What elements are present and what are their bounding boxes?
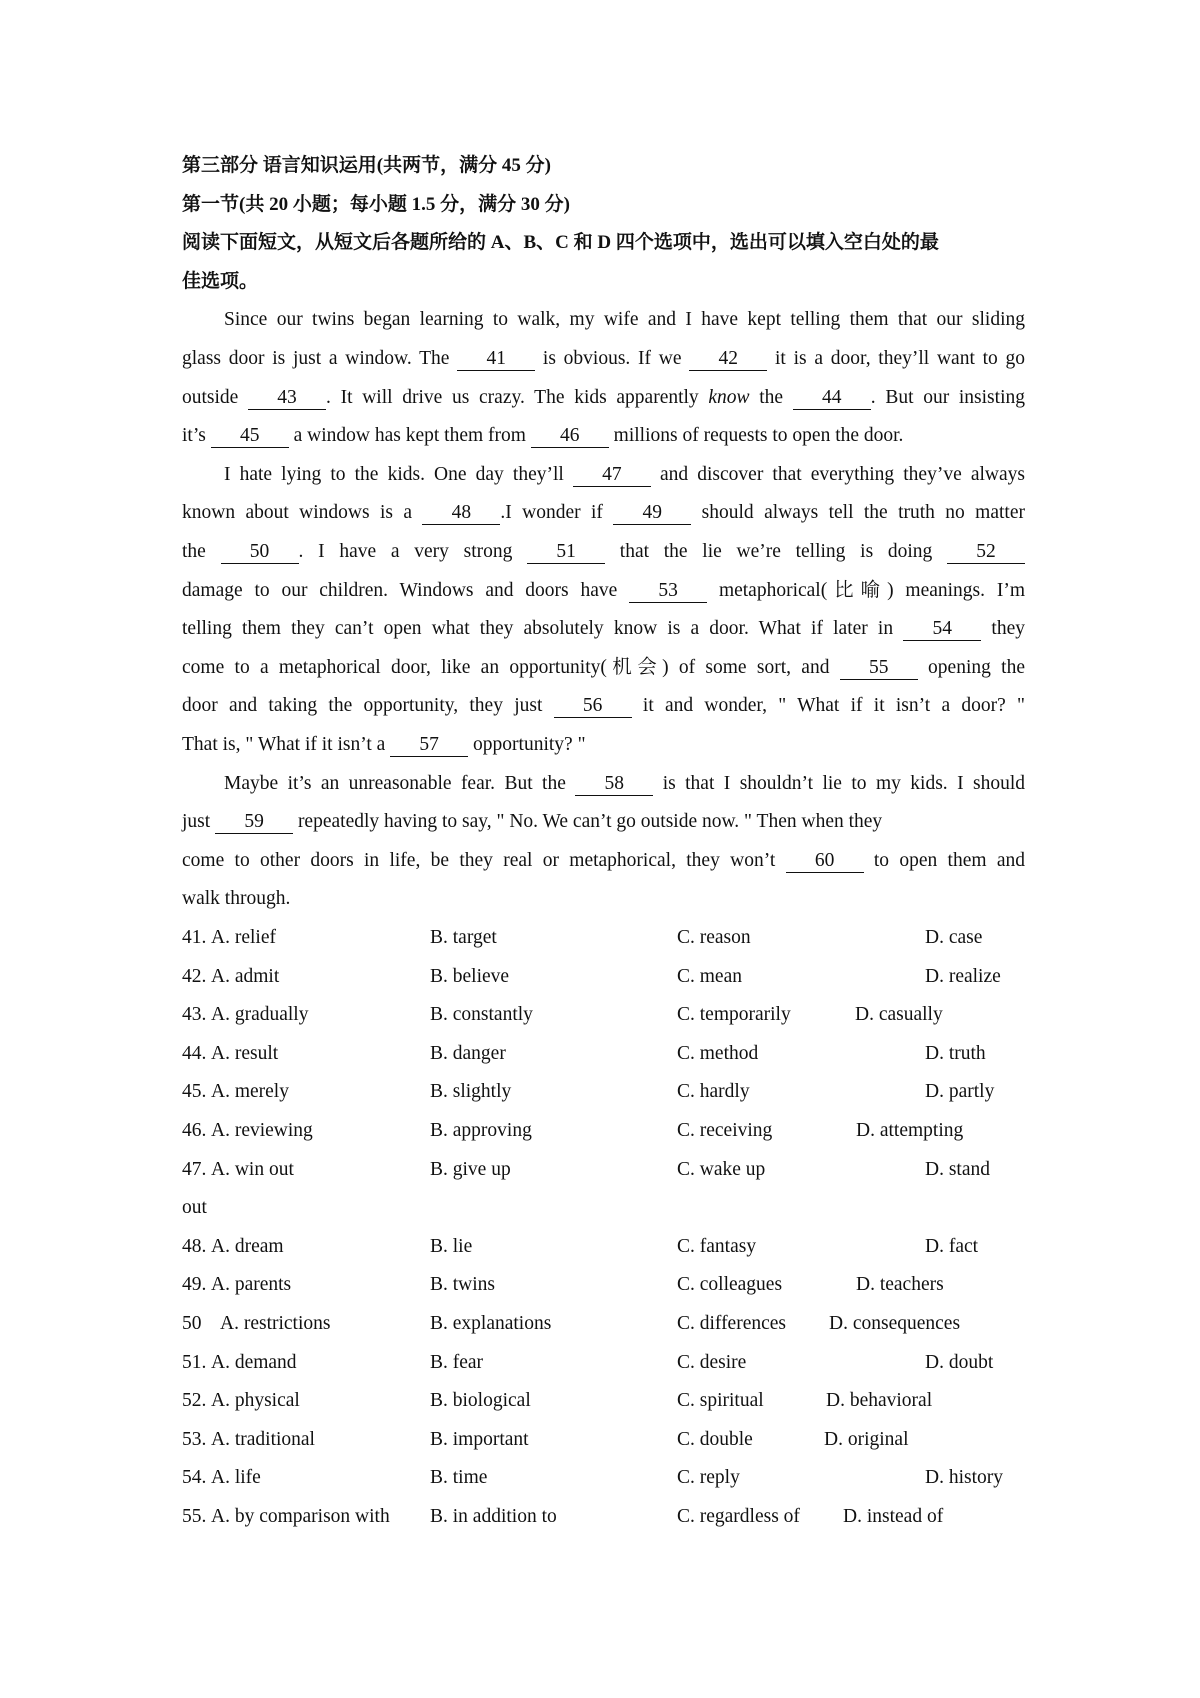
passage-text: damage to our children. Windows and doors have [182, 579, 630, 601]
passage-line [182, 726, 1025, 765]
option-b[interactable]: B. lie [430, 1235, 473, 1257]
option-b[interactable]: B. danger [430, 1042, 506, 1064]
option-b[interactable]: B. approving [430, 1120, 532, 1141]
option-b[interactable]: B. explanations [430, 1313, 552, 1334]
section-title: 第一节(共 20 小题；每小题 1.5 分，满分 30 分) [182, 193, 570, 215]
question-number: 44. [182, 1042, 207, 1064]
instructions-line-2: 佳选项。 [182, 270, 259, 292]
option-d[interactable]: D. case [925, 927, 983, 948]
passage-text: Since our twins began learning to walk, my wife and I have kept telling them that our sliding [224, 309, 1025, 331]
option-d[interactable]: D. partly [925, 1081, 995, 1103]
passage-text: it and wonder, " What if it isn’t a door? " [631, 695, 1025, 717]
passage-text: is that I shouldn’t lie to my kids. I should [653, 772, 1026, 794]
option-a[interactable]: A. merely [211, 1081, 289, 1103]
question-row [182, 1266, 1182, 1305]
option-c[interactable]: C. differences [677, 1313, 787, 1334]
passage-text: That is, " What if it isn’t a [182, 734, 391, 755]
option-c[interactable]: C. method [677, 1042, 759, 1064]
question-row [182, 1035, 1182, 1074]
question-number: 49. [182, 1274, 207, 1296]
blank-59: 59 [215, 811, 293, 834]
option-b[interactable]: B. constantly [430, 1004, 533, 1026]
option-d[interactable]: D. original [824, 1428, 909, 1450]
option-d[interactable]: D. stand [925, 1158, 990, 1180]
option-b[interactable]: B. slightly [430, 1081, 512, 1103]
option-a[interactable]: A. dream [211, 1235, 284, 1257]
blank-57: 57 [390, 734, 468, 757]
option-a[interactable]: A. by comparison with [211, 1506, 390, 1527]
blank-60: 60 [786, 850, 864, 873]
passage-text: they [981, 618, 1025, 640]
option-d[interactable]: D. truth [925, 1042, 986, 1064]
question-number: 52. [182, 1390, 207, 1412]
question-row [182, 1151, 1182, 1190]
option-d[interactable]: D. history [925, 1467, 1003, 1489]
question-number: 48. [182, 1235, 207, 1257]
passage-line [182, 880, 1025, 919]
option-d[interactable]: D. behavioral [826, 1390, 933, 1412]
question-number: 53. [182, 1428, 207, 1450]
passage-line [182, 649, 1025, 688]
passage-text: I hate lying to the kids. One day they’ll [224, 463, 573, 485]
question-row [182, 919, 1182, 958]
option-c[interactable]: C. wake up [677, 1158, 766, 1180]
passage-line [182, 494, 1025, 533]
question-number: 51. [182, 1351, 207, 1373]
passage-text: telling them they can’t open what they absolutely know is a door. What if later in [182, 618, 904, 640]
passage-line [182, 379, 1025, 418]
option-b[interactable]: B. target [430, 927, 497, 948]
passage-line [182, 301, 1025, 340]
option-c[interactable]: C. colleagues [677, 1274, 783, 1296]
blank-48: 48 [422, 502, 500, 525]
passage-text: walk through. [182, 888, 291, 910]
passage-text: door and taking the opportunity, they just [182, 695, 554, 717]
option-a[interactable]: A. result [211, 1042, 279, 1064]
option-a[interactable]: A. win out [211, 1158, 294, 1180]
option-c[interactable]: C. temporarily [677, 1004, 791, 1026]
option-a[interactable]: A. life [211, 1467, 261, 1489]
passage-line [182, 572, 1025, 611]
question-row [182, 996, 1182, 1035]
option-c[interactable]: C. reply [677, 1467, 740, 1489]
option-c[interactable]: C. receiving [677, 1120, 773, 1141]
passage-text: that the lie we’re telling is doing [605, 541, 948, 562]
passage-text: .I wonder if [500, 502, 614, 524]
blank-56: 56 [554, 695, 632, 718]
blank-53: 53 [629, 580, 707, 603]
passage-line [182, 803, 1025, 842]
question-number: 55. [182, 1506, 207, 1527]
option-b[interactable]: B. give up [430, 1158, 511, 1180]
option-c[interactable]: C. hardly [677, 1081, 750, 1103]
option-a[interactable]: A. restrictions [220, 1313, 331, 1334]
option-a[interactable]: A. parents [211, 1274, 292, 1296]
option-a[interactable]: A. physical [211, 1390, 300, 1412]
option-a[interactable]: A. reviewing [211, 1120, 313, 1141]
passage-line [182, 340, 1025, 379]
passage-text: the [749, 386, 793, 408]
passage-text: . I have a very strong [298, 541, 528, 562]
option-a[interactable]: A. relief [211, 927, 276, 948]
instructions-line-1: 阅读下面短文，从短文后各题所给的 A、B、C 和 D 四个选项中，选出可以填入空白处的最 [182, 232, 939, 254]
option-d[interactable]: D. consequences [829, 1313, 961, 1334]
blank-46: 46 [531, 425, 609, 448]
question-row [182, 1073, 1182, 1112]
question-row [182, 1421, 1182, 1460]
option-b[interactable]: B. important [430, 1428, 529, 1450]
option-b[interactable]: B. biological [430, 1390, 531, 1412]
blank-50: 50 [221, 541, 299, 564]
passage-text: come to other doors in life, be they real or metaphorical, they won’t [182, 849, 786, 871]
passage-text: the [182, 541, 221, 562]
option-d[interactable]: D. realize [925, 965, 1001, 987]
option-b[interactable]: B. twins [430, 1274, 496, 1296]
part-title: 第三部分 语言知识运用(共两节，满分 45 分) [182, 155, 551, 176]
passage-text: and discover that everything they’ve always [650, 463, 1025, 485]
question-number: 47. [182, 1158, 207, 1180]
blank-52: 52 [947, 541, 1025, 564]
question-row [182, 1459, 1182, 1498]
passage-text: . But our insisting [870, 386, 1025, 408]
option-c[interactable]: C. fantasy [677, 1235, 757, 1257]
question-number: 46. [182, 1120, 207, 1141]
question-row [182, 1498, 1182, 1537]
option-b[interactable]: B. believe [430, 965, 510, 987]
passage-text: . It will drive us crazy. The kids apparently [326, 386, 709, 408]
blank-54: 54 [903, 618, 981, 641]
passage-text: it’s [182, 425, 211, 447]
passage-text: metaphorical(比喻) meanings. I’m [707, 579, 1025, 601]
option-a[interactable]: A. traditional [211, 1428, 315, 1450]
option-a[interactable]: A. demand [211, 1351, 297, 1373]
question-row [182, 1228, 1182, 1267]
passage-text: opening the [917, 656, 1025, 678]
question-row [182, 958, 1182, 997]
question-number: 43. [182, 1004, 207, 1026]
blank-41: 41 [457, 348, 535, 371]
passage-text: should always tell the truth no matter [691, 502, 1025, 524]
option-a[interactable]: A. gradually [211, 1004, 309, 1026]
passage-text: millions of requests to open the door. [608, 425, 904, 447]
blank-49: 49 [613, 502, 691, 525]
option-b[interactable]: B. time [430, 1467, 488, 1489]
blank-55: 55 [840, 657, 918, 680]
passage-line [182, 417, 1025, 456]
question-number: 42. [182, 965, 207, 987]
question-row [182, 1344, 1182, 1383]
blank-58: 58 [575, 773, 653, 796]
option-d[interactable]: D. casually [855, 1004, 943, 1026]
option-c[interactable]: C. mean [677, 965, 742, 987]
passage-text: to open them and [863, 849, 1026, 871]
blank-44: 44 [793, 387, 871, 410]
passage-text: just [182, 811, 216, 833]
question-row [182, 1382, 1182, 1421]
option-b[interactable]: B. in addition to [430, 1506, 557, 1527]
option-d[interactable]: D. fact [925, 1235, 979, 1257]
passage-text: a window has kept them from [288, 425, 531, 447]
passage-text: come to a metaphorical door, like an opportunity(机会) of some sort, and [182, 656, 840, 678]
option-d[interactable]: D. teachers [856, 1274, 944, 1296]
option-c[interactable]: C. double [677, 1428, 753, 1450]
blank-42: 42 [689, 348, 767, 371]
option-c[interactable]: C. spiritual [677, 1390, 764, 1412]
italic-word: know [708, 386, 750, 408]
passage-line [182, 533, 1025, 572]
option-b[interactable]: B. fear [430, 1351, 484, 1373]
passage-text: opportunity? " [468, 734, 586, 755]
option-c[interactable]: C. desire [677, 1351, 747, 1373]
passage-line [182, 765, 1025, 804]
passage-text: Maybe it’s an unreasonable fear. But the [224, 772, 576, 794]
passage-line [182, 456, 1025, 495]
passage-text: is obvious. If we [535, 348, 690, 369]
passage-line [182, 842, 1025, 881]
question-row [182, 1305, 1182, 1344]
passage-text: outside [182, 386, 249, 408]
option-a[interactable]: A. admit [211, 965, 280, 987]
option-c[interactable]: C. regardless of [677, 1506, 800, 1527]
passage-text: repeatedly having to say, " No. We can’t go outside now. " Then when they [293, 811, 883, 833]
question-number: 41. [182, 927, 207, 948]
passage-line [182, 687, 1025, 726]
passage-text: it is a door, they’ll want to go [767, 348, 1026, 369]
blank-45: 45 [211, 425, 289, 448]
question-number: 54. [182, 1467, 207, 1489]
option-d[interactable]: D. doubt [925, 1351, 994, 1373]
blank-47: 47 [573, 464, 651, 487]
blank-51: 51 [527, 541, 605, 564]
passage-text: known about windows is a [182, 502, 423, 524]
passage-text: glass door is just a window. The [182, 348, 458, 369]
passage-line [182, 610, 1025, 649]
option-d[interactable]: D. attempting [856, 1120, 964, 1141]
question-row [182, 1112, 1182, 1151]
option-c[interactable]: C. reason [677, 927, 751, 948]
blank-43: 43 [248, 387, 326, 410]
option-d[interactable]: D. instead of [843, 1506, 944, 1527]
question-number: 50 [182, 1313, 202, 1334]
question-number: 45. [182, 1081, 207, 1103]
option-wrap-text: out [182, 1197, 207, 1219]
